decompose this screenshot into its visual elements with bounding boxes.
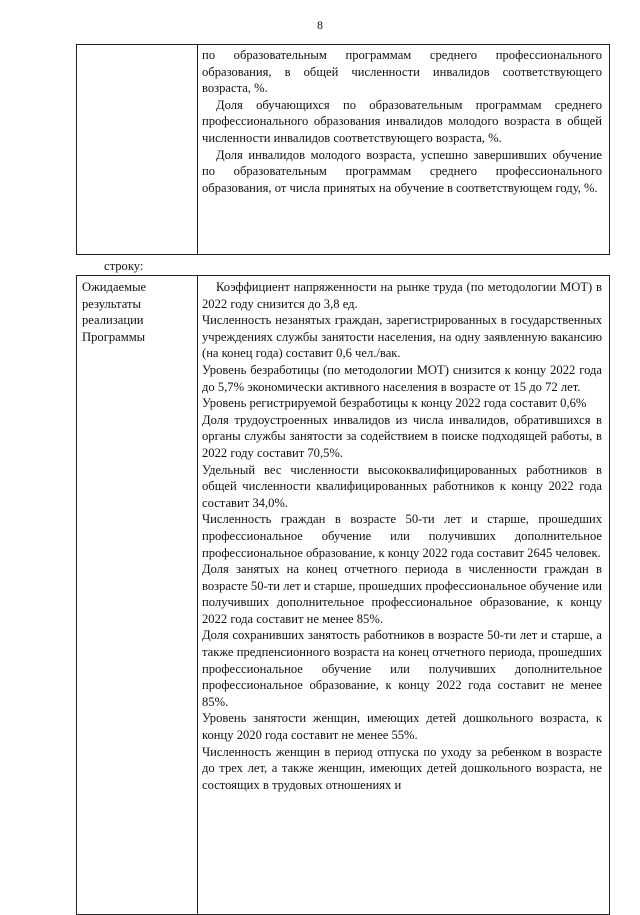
bottom-table-left-cell <box>82 279 192 345</box>
indicator-paragraph: Доля сохранивших занятость работников в возрасте 50-ти лет и старше, а также предпенсионного возраста на конец отчетного периода, прошедших профессиональное обучение или получивших дополнительное профессиональное образование, к концу 2022 года составит не менее 85%. <box>202 628 602 709</box>
indicator-paragraph: Доля трудоустроенных инвалидов из числа инвалидов, обратившихся в органы службы занятости за содействием в поиске подходящей работы, в 2022 году составит 70,5%. <box>202 412 602 460</box>
indicator-paragraph: Численность незанятых граждан, зарегистрированных в государственных учреждениях службы занятости населения, на одну заявленную вакансию (на конец года) составит 0,6 чел./вак. <box>202 313 602 361</box>
indicator-paragraph: Доля занятых на конец отчетного периода в численности граждан в возрасте 50-ти лет и старше, прошедших профессиональное обучение или получивших дополнительное профессиональное образование, к концу 2022 года составит не менее 85%. <box>202 562 602 626</box>
page-number: 8 <box>317 18 323 32</box>
top-table-right-cell <box>202 47 602 196</box>
top-paragraph-3: Доля инвалидов молодого возраста, успешно завершивших обучение по образовательным программам среднего профессионального образования, от числа принятых на обучение в соответствующем году, %. <box>202 147 602 195</box>
left-cell-line-3: реализации <box>82 313 144 328</box>
top-table-column-divider <box>197 45 198 254</box>
left-cell-line-4: Программы <box>82 329 146 344</box>
left-cell-line-2: результаты <box>82 296 141 311</box>
left-cell-line-1: Ожидаемые <box>82 280 147 294</box>
indicator-paragraph: Численность женщин в период отпуска по уходу за ребенком в возрасте до трех лет, а также женщин, имеющих детей дошкольного возраста, не состоящих в трудовых отношениях и <box>202 744 602 792</box>
indicator-paragraph: Уровень безработицы (по методологии МОТ) снизится к концу 2022 года до 5,7% экономически активного населения в возрасте от 15 до 72 лет. <box>202 362 602 394</box>
top-paragraph-1: по образовательным программам среднего профессионального образования, в общей численности инвалидов соответствующего возраста, %. <box>202 48 602 96</box>
indicator-paragraph: Уровень занятости женщин, имеющих детей дошкольного возраста, к концу 2020 года составит не менее 55%. <box>202 711 602 743</box>
indicator-paragraph: Численность граждан в возрасте 50-ти лет и старше, прошедших профессиональное обучение или получивших дополнительное профессиональное образование, к концу 2022 года составит 2645 человек. <box>202 512 602 560</box>
bottom-table-right-cell <box>202 279 602 793</box>
top-paragraph-2: Доля обучающихся по образовательным программам среднего профессионального образования инвалидов молодого возраста в общей численности инвалидов соответствующего возраста, %. <box>202 97 602 145</box>
bottom-table-column-divider <box>197 276 198 914</box>
row-insert-label: строку: <box>104 259 144 273</box>
indicator-paragraph: Коэффициент напряженности на рынке труда (по методологии МОТ) в 2022 году снизится до 3,8 ед. <box>202 280 602 311</box>
indicator-paragraph: Удельный вес численности высококвалифицированных работников в общей численности квалифицированных работников к концу 2022 года составит 34,0%. <box>202 462 602 510</box>
indicator-paragraph: Уровень регистрируемой безработицы к концу 2022 года составит 0,6% <box>202 396 587 411</box>
